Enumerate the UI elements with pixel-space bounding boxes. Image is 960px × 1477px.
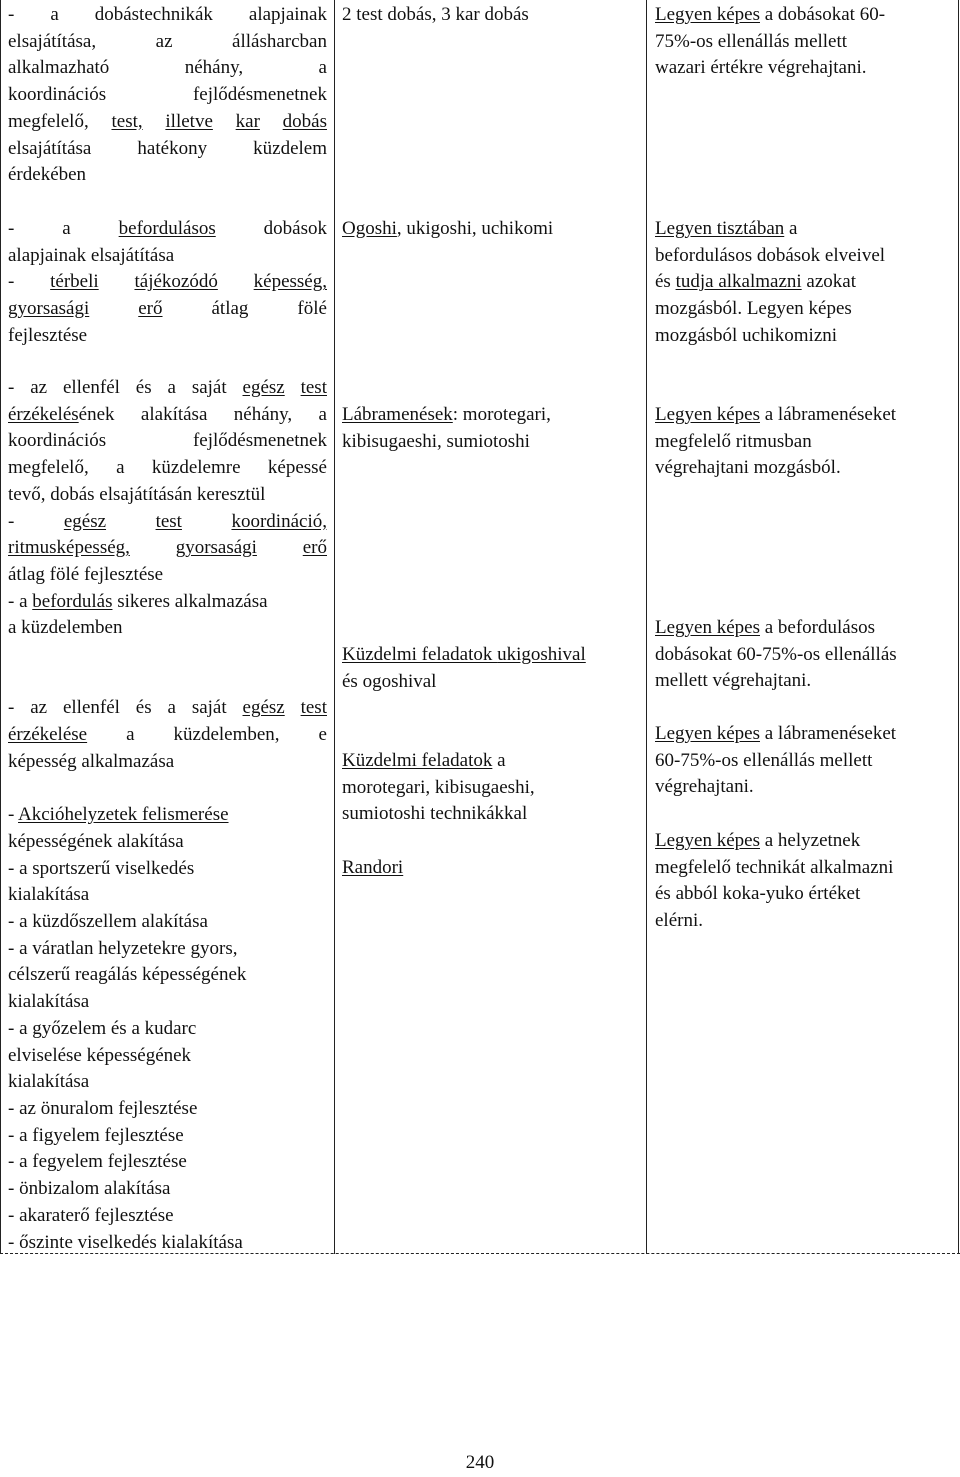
word: koordinációs (8, 430, 107, 452)
text-segment: a lábramenéseket (759, 723, 897, 744)
text-segment: mozgásból uchikomizni (655, 324, 838, 346)
word: átlag (211, 298, 249, 320)
word: megfelelő, (8, 110, 89, 132)
word: egész (242, 377, 285, 398)
word: a (318, 57, 327, 79)
text-segment: a dobásokat 60- (759, 4, 886, 25)
text-line (8, 989, 327, 1016)
row2-objectives (8, 216, 327, 350)
text-segment: wazari értékre végrehajtani. (655, 57, 867, 79)
word: test (155, 510, 182, 532)
text-segment: tudja alkalmazni (675, 271, 802, 293)
text-segment: képességének alakítása (8, 830, 184, 852)
text-segment: 2 test dobás, 3 kar dobás (342, 4, 529, 25)
text-line (8, 402, 327, 429)
text-line (8, 829, 327, 856)
text-line (8, 162, 327, 189)
text-line (8, 455, 327, 482)
word: képessé (267, 457, 327, 479)
text-line (8, 856, 327, 883)
row3-content-randori (342, 855, 644, 882)
text-line (8, 909, 327, 936)
text-segment: Lábramenések (342, 404, 453, 425)
word: küzdelemben, (173, 724, 280, 746)
text-segment: - önbizalom alakítása (8, 1178, 171, 1200)
page-number: 240 (465, 1452, 495, 1473)
text-line (8, 589, 327, 616)
word: egész (242, 697, 285, 719)
text-segment: Legyen képes (655, 4, 760, 25)
word: és (135, 377, 152, 398)
text-segment: : morotegari, (452, 404, 551, 425)
text-line (655, 881, 953, 908)
text-line (8, 1043, 327, 1070)
text-segment: - a fegyelem fejlesztése (8, 1151, 187, 1173)
text-segment: ukigoshival (497, 644, 586, 665)
word: dobások (263, 218, 327, 239)
text-line (8, 1096, 327, 1123)
word: gyorsasági (8, 298, 90, 320)
word: ritmusképesség, (8, 537, 130, 559)
text-line (342, 402, 644, 429)
text-line (655, 29, 953, 56)
text-segment: - a küzdőszellem alakítása (8, 911, 208, 933)
text-segment: - a sportszerű viselkedés (8, 857, 195, 879)
word: megfelelő, (8, 457, 89, 479)
word: az (30, 697, 48, 719)
text-line (655, 296, 953, 323)
word: saját (191, 377, 227, 398)
text-line (8, 136, 327, 163)
word: illetve (165, 110, 213, 132)
word: fejlődésmenetnek (192, 430, 327, 452)
text-segment: Legyen képes (655, 830, 760, 851)
text-segment: mellett végrehajtani. (655, 670, 812, 692)
text-segment: érdekében (8, 164, 87, 186)
word: - (8, 510, 15, 532)
word: tájékozódó (134, 271, 218, 293)
text-line (342, 855, 644, 882)
word: érzékelésének (8, 403, 115, 425)
word: egész (63, 510, 107, 532)
text-line (8, 562, 327, 589)
text-line (655, 243, 953, 270)
text-line (655, 668, 953, 695)
word: a (116, 457, 125, 479)
word: a (126, 724, 135, 746)
text-segment: morotegari, kibisugaeshi, (342, 776, 535, 798)
text-segment: sikeres alkalmazása (112, 590, 268, 612)
word: a (50, 4, 59, 25)
row3-requirements-d (655, 828, 953, 935)
word: erő (138, 298, 163, 320)
row3-requirements-c (655, 721, 953, 801)
text-line (655, 615, 953, 642)
word: küzdelemre (151, 457, 241, 479)
word: - (8, 271, 15, 293)
text-line (655, 774, 953, 801)
text-segment: - a győzelem és a kudarc (8, 1017, 197, 1039)
word: e (318, 724, 327, 746)
word: és (135, 697, 152, 719)
word: dobás (282, 110, 327, 132)
word: test (300, 697, 327, 719)
text-line (8, 375, 327, 402)
text-line (8, 642, 327, 669)
column-divider-2 (646, 0, 647, 1254)
text-line (342, 642, 644, 669)
text-segment: - akaraterő fejlesztése (8, 1204, 174, 1226)
word: elsajátítása (8, 137, 92, 159)
text-line (8, 615, 327, 642)
table-border-left (0, 0, 1, 1254)
word: alkalmazható (8, 57, 110, 79)
word: kar (235, 110, 260, 132)
text-line (8, 695, 327, 722)
text-line (342, 775, 644, 802)
text-segment: Legyen képes (655, 404, 760, 425)
text-segment: mozgásból. Legyen képes (655, 298, 852, 320)
word: dobástechnikák (94, 4, 213, 25)
text-line (8, 882, 327, 909)
text-line (342, 801, 644, 828)
row2-requirements (655, 216, 953, 350)
text-segment: a (784, 218, 798, 239)
text-line (8, 1069, 327, 1096)
word: a (167, 697, 176, 719)
word: térbeli (50, 271, 99, 293)
word: alapjainak (248, 4, 327, 25)
text-segment: 75%-os ellenállás mellett (655, 30, 848, 52)
text-line (655, 721, 953, 748)
word: a (62, 218, 71, 239)
word: a (167, 377, 176, 398)
row3-content-fight-tasks-1 (342, 642, 644, 695)
text-line (342, 748, 644, 775)
text-line (8, 669, 327, 696)
text-segment: tevő, dobás elsajátításán keresztül (8, 483, 266, 505)
text-segment: - (8, 804, 19, 826)
text-line (8, 269, 327, 296)
text-line (8, 802, 327, 829)
text-segment: a lábramenéseket (759, 404, 897, 425)
text-segment: dobásokat 60-75%-os ellenállás (655, 643, 897, 665)
row3-requirements-a (655, 402, 953, 482)
row3-content-leg-takedowns (342, 402, 644, 455)
text-segment: célszerű reagálás képességének (8, 964, 247, 986)
text-segment: átlag fölé fejlesztése (8, 563, 164, 585)
text-line (8, 1203, 327, 1230)
text-segment: képesség alkalmazása (8, 750, 175, 772)
word: - (8, 218, 15, 239)
row3-requirements-b (655, 615, 953, 695)
text-line (8, 428, 327, 455)
text-line (342, 669, 644, 696)
text-segment: befordulás (32, 590, 113, 612)
word: saját (191, 697, 227, 719)
text-segment: a küzdelemben (8, 617, 123, 639)
row1-objectives (8, 2, 327, 189)
column-divider-1 (334, 0, 335, 1254)
text-line (8, 29, 327, 56)
word: a (318, 403, 327, 425)
text-segment: Legyen képes (655, 723, 760, 744)
text-segment: Legyen képes (655, 617, 760, 638)
text-line (8, 722, 327, 749)
word: az (155, 30, 173, 52)
row2-content (342, 216, 644, 243)
text-line (342, 216, 644, 243)
word: koordinációs (8, 84, 107, 106)
text-segment: megfelelő ritmusban (655, 430, 812, 452)
text-segment: elviselése képességének (8, 1044, 192, 1066)
row3-content-fight-tasks-2 (342, 748, 644, 828)
text-segment: Randori (342, 857, 404, 878)
word: ellenfél (62, 697, 120, 719)
word: érzékelése (8, 724, 88, 746)
text-segment: azokat (801, 271, 856, 293)
word: erő (302, 537, 327, 559)
row1-requirements (655, 2, 953, 82)
text-line (8, 2, 327, 29)
word: - (8, 697, 15, 719)
text-segment: kialakítása (8, 991, 90, 1013)
text-segment: - őszinte viselkedés kialakítása (8, 1231, 243, 1253)
text-line (8, 936, 327, 963)
text-line (655, 323, 953, 350)
text-segment: - a (8, 590, 33, 612)
text-segment: kialakítása (8, 884, 90, 906)
word: fejlődésmenetnek (192, 84, 327, 106)
word: képesség, (253, 271, 327, 293)
text-segment: 60-75%-os ellenállás mellett (655, 749, 873, 771)
text-segment: alapjainak elsajátítása (8, 244, 175, 266)
text-line (8, 216, 327, 243)
text-line (655, 455, 953, 482)
text-line (655, 429, 953, 456)
text-segment: és ogoshival (342, 670, 437, 692)
text-line (655, 269, 953, 296)
text-line (8, 109, 327, 136)
text-line (655, 402, 953, 429)
text-segment: elérni. (655, 910, 704, 932)
text-segment: befordulásos dobások elveivel (655, 244, 886, 266)
table-border-right (958, 0, 959, 1254)
word: test, (111, 110, 143, 132)
text-line (655, 216, 953, 243)
text-segment: - az önuralom fejlesztése (8, 1097, 198, 1119)
text-line (8, 1016, 327, 1043)
text-line (342, 429, 644, 456)
word: az (30, 377, 48, 398)
text-line (8, 82, 327, 109)
text-line (8, 1176, 327, 1203)
row3-objectives (8, 375, 327, 1256)
word: befordulásos (118, 218, 216, 239)
text-line (655, 855, 953, 882)
text-segment: végrehajtani mozgásból. (655, 457, 841, 479)
text-segment: Legyen tisztában (655, 218, 785, 239)
text-line (655, 55, 953, 82)
text-line (655, 908, 953, 935)
word: ellenfél (62, 377, 120, 398)
word: koordináció, (231, 510, 327, 532)
word: gyorsasági (175, 537, 257, 559)
text-segment: és (655, 271, 676, 293)
text-line (8, 1149, 327, 1176)
text-segment: kibisugaeshi, sumiotoshi (342, 430, 530, 452)
text-line (8, 323, 327, 350)
text-segment: Küzdelmi feladatok (342, 644, 498, 665)
text-line (8, 509, 327, 536)
text-segment: , ukigoshi, uchikomi (396, 218, 554, 239)
word: alakítása (140, 403, 208, 425)
text-line (8, 55, 327, 82)
word: néhány, (233, 403, 293, 425)
text-segment: Küzdelmi feladatok (342, 750, 493, 771)
text-line (8, 749, 327, 776)
text-segment: a befordulásos (759, 617, 876, 638)
word: hatékony (137, 137, 208, 159)
row1-content (342, 2, 644, 29)
text-line (655, 642, 953, 669)
word: test (300, 377, 327, 398)
text-segment: sumiotoshi technikákkal (342, 803, 528, 825)
text-line (8, 535, 327, 562)
text-line (8, 1230, 327, 1257)
text-segment: a (492, 750, 506, 771)
word: néhány, (184, 57, 244, 79)
text-line (342, 2, 644, 29)
text-segment: a helyzetnek (759, 830, 861, 851)
text-segment: kialakítása (8, 1071, 90, 1093)
text-segment: megfelelő technikát alkalmazni (655, 856, 894, 878)
word: - (8, 377, 15, 398)
text-line (655, 2, 953, 29)
text-segment: végrehajtani. (655, 776, 754, 798)
text-segment: fejlesztése (8, 324, 88, 346)
text-line (655, 828, 953, 855)
word: fölé (297, 298, 327, 320)
text-line (8, 776, 327, 803)
word: állásharcban (232, 30, 327, 52)
text-line (8, 243, 327, 270)
text-line (655, 748, 953, 775)
text-segment: Ogoshi (342, 218, 397, 239)
text-segment: - a figyelem fejlesztése (8, 1124, 184, 1146)
word: küzdelem (253, 137, 327, 159)
text-segment: Akcióhelyzetek felismerése (18, 804, 229, 826)
text-segment: és abból koka-yuko értéket (655, 883, 861, 905)
word: - (8, 4, 15, 25)
text-line (8, 1123, 327, 1150)
word: elsajátítása, (8, 30, 97, 52)
text-line (8, 296, 327, 323)
text-segment: - a váratlan helyzetekre gyors, (8, 937, 238, 959)
text-line (8, 482, 327, 509)
text-line (8, 962, 327, 989)
